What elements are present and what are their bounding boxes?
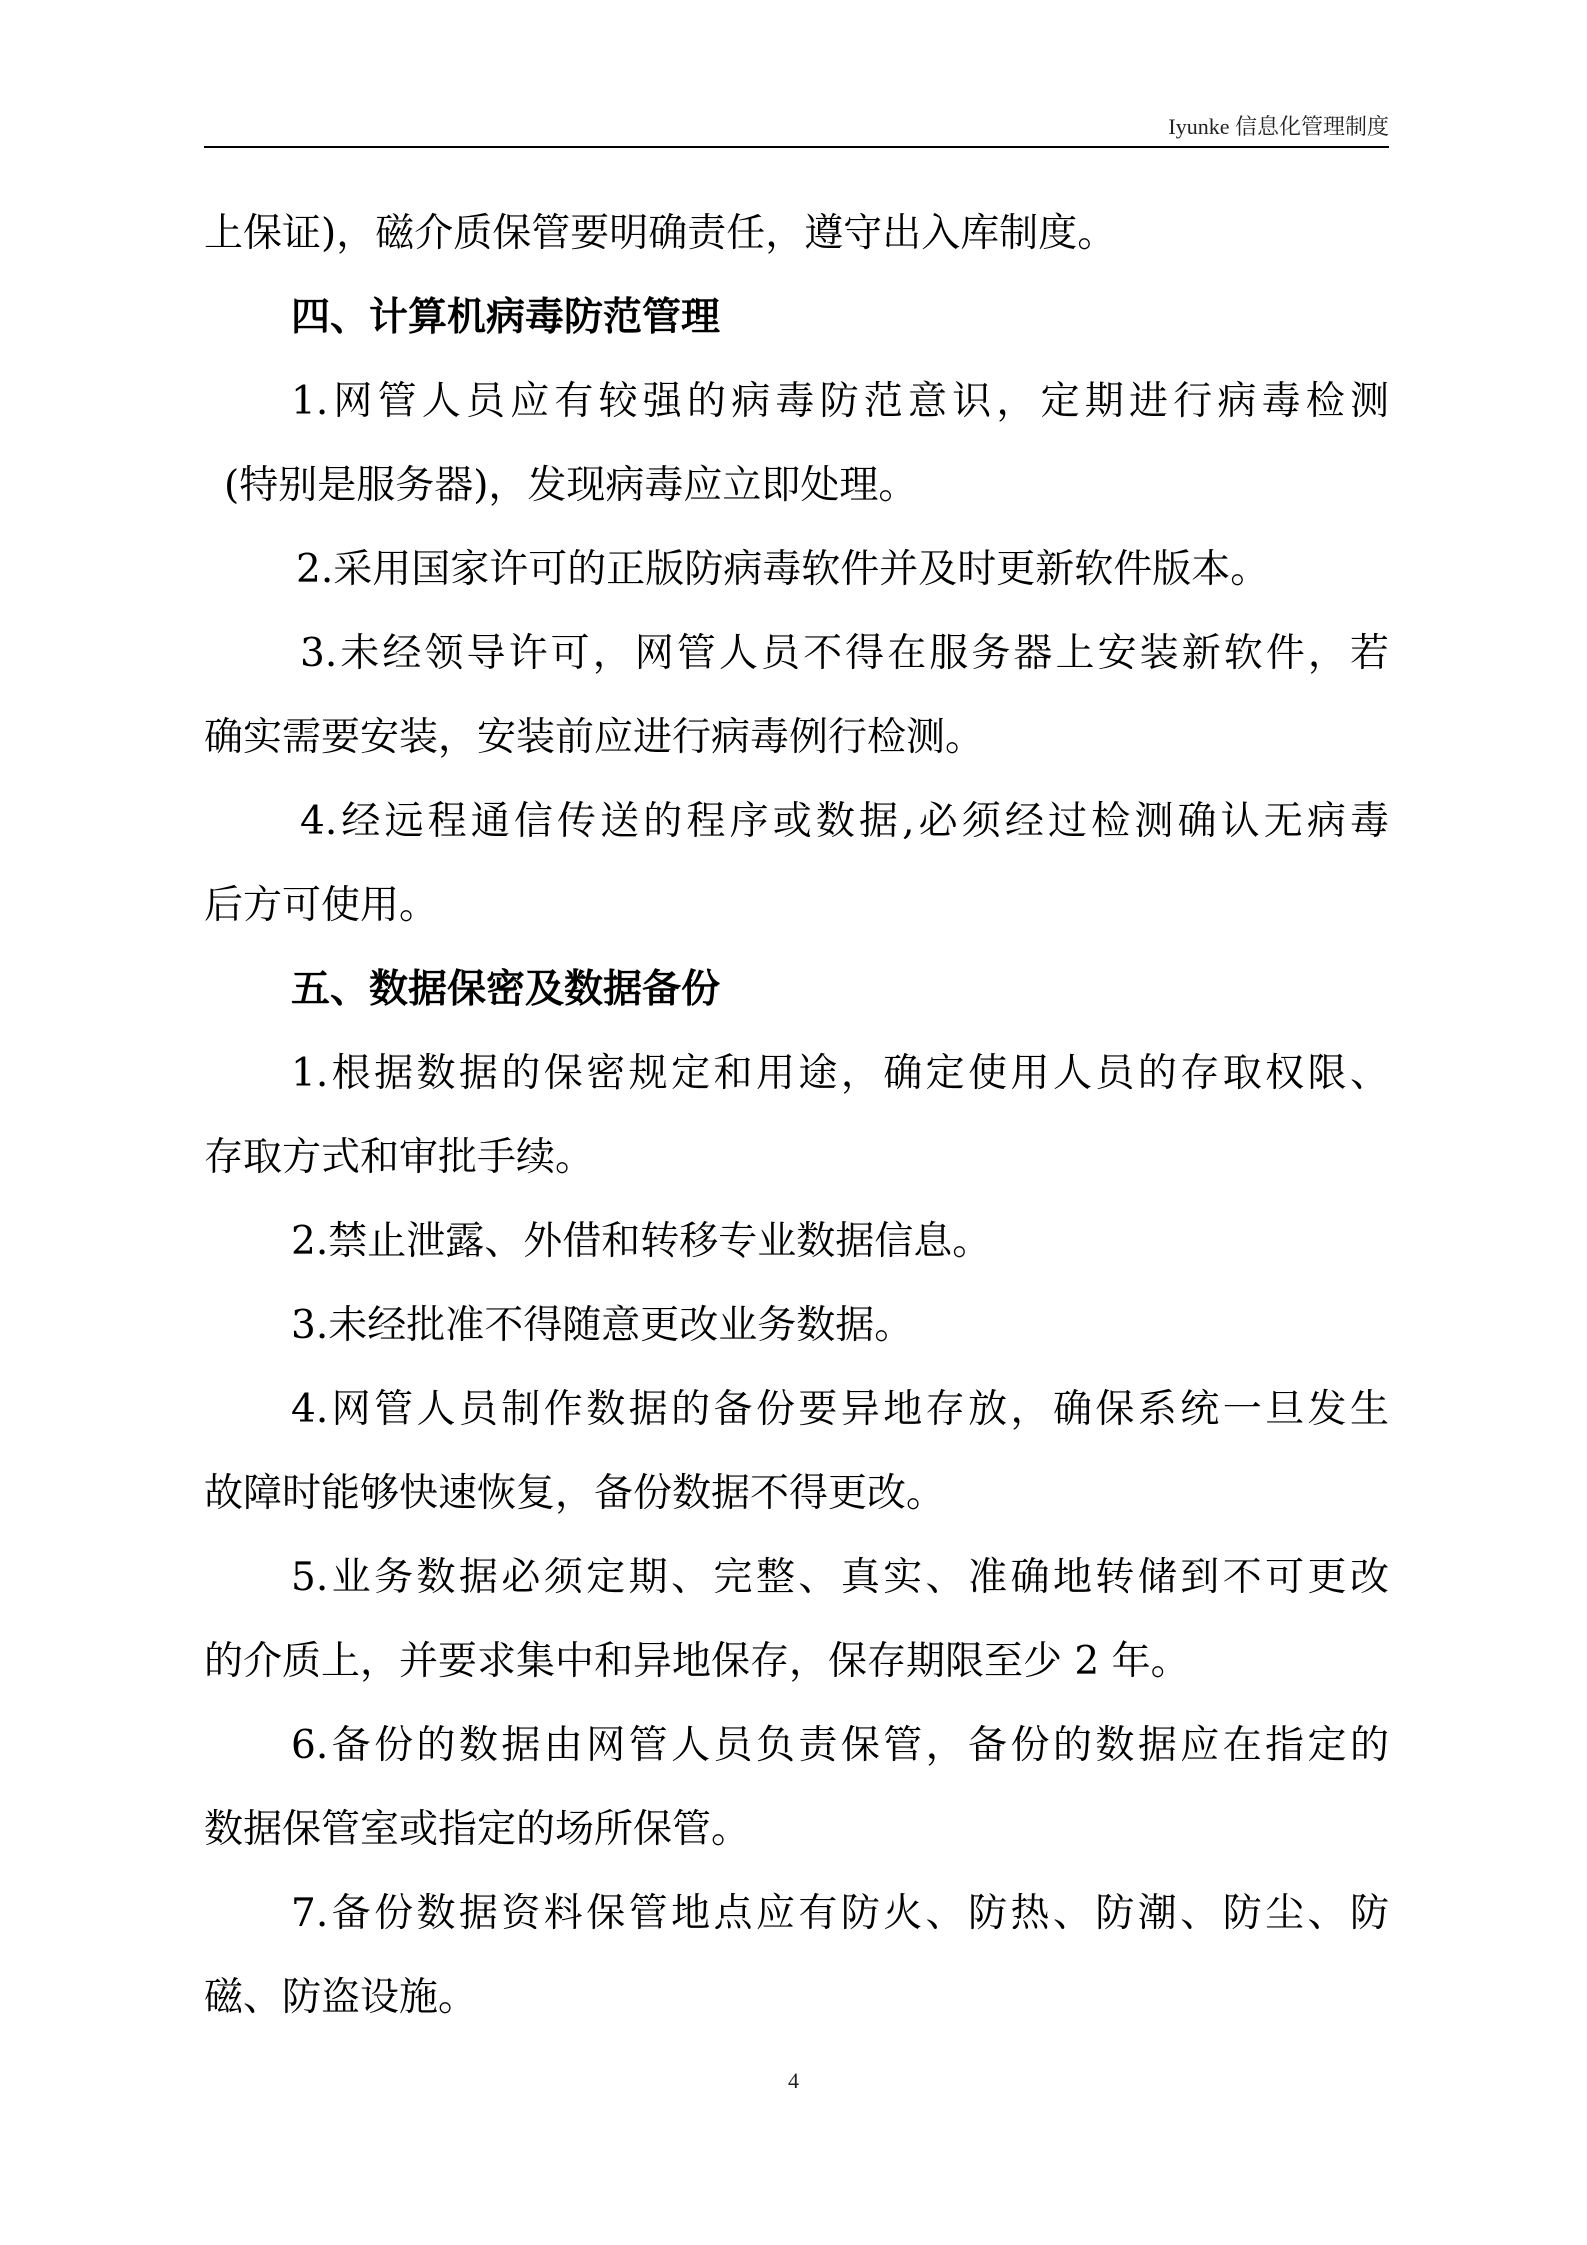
text-line: (特别是服务器)，发现病毒应立即处理。 (224, 463, 918, 508)
text-line: 3.未经领导许可，网管人员不得在服务器上安装新软件，若 (300, 631, 1389, 676)
header-divider (204, 146, 1389, 148)
page-number: 4 (788, 2068, 799, 2093)
header-title: Iyunke 信息化管理制度 (1168, 114, 1389, 139)
text-line: 数据保管室或指定的场所保管。 (204, 1807, 751, 1852)
text-line: 上保证)，磁介质保管要明确责任，遵守出入库制度。 (204, 211, 1117, 256)
text-line: 磁、防盗设施。 (204, 1975, 478, 2020)
text-line: 存取方式和审批手续。 (204, 1135, 595, 1180)
text-line: 的介质上，并要求集中和异地保存，保存期限至少 2 年。 (204, 1639, 1190, 1684)
text-line: 5.业务数据必须定期、完整、真实、准确地转储到不可更改 (291, 1555, 1389, 1600)
text-line: 4.经远程通信传送的程序或数据,必须经过检测确认无病毒 (300, 799, 1389, 844)
text-line: 3.未经批准不得随意更改业务数据。 (291, 1303, 914, 1348)
text-line: 后方可使用。 (204, 883, 439, 928)
text-line: 1.根据数据的保密规定和用途，确定使用人员的存取权限、 (291, 1051, 1389, 1096)
section-heading: 五、数据保密及数据备份 (291, 967, 721, 1012)
section-heading: 四、计算机病毒防范管理 (291, 295, 721, 340)
text-line: 7.备份数据资料保管地点应有防火、防热、防潮、防尘、防 (291, 1891, 1389, 1936)
document-body (204, 192, 1389, 2032)
text-line: 1.网管人员应有较强的病毒防范意识，定期进行病毒检测 (291, 379, 1389, 424)
text-line: 2.禁止泄露、外借和转移专业数据信息。 (291, 1219, 992, 1264)
text-line: 4.网管人员制作数据的备份要异地存放，确保系统一旦发生 (291, 1387, 1389, 1432)
text-line: 故障时能够快速恢复，备份数据不得更改。 (204, 1471, 946, 1516)
text-line: 确实需要安装，安装前应进行病毒例行检测。 (204, 715, 985, 760)
text-line: 2.采用国家许可的正版防病毒软件并及时更新软件版本。 (296, 547, 1270, 592)
text-line: 6.备份的数据由网管人员负责保管，备份的数据应在指定的 (291, 1723, 1389, 1768)
